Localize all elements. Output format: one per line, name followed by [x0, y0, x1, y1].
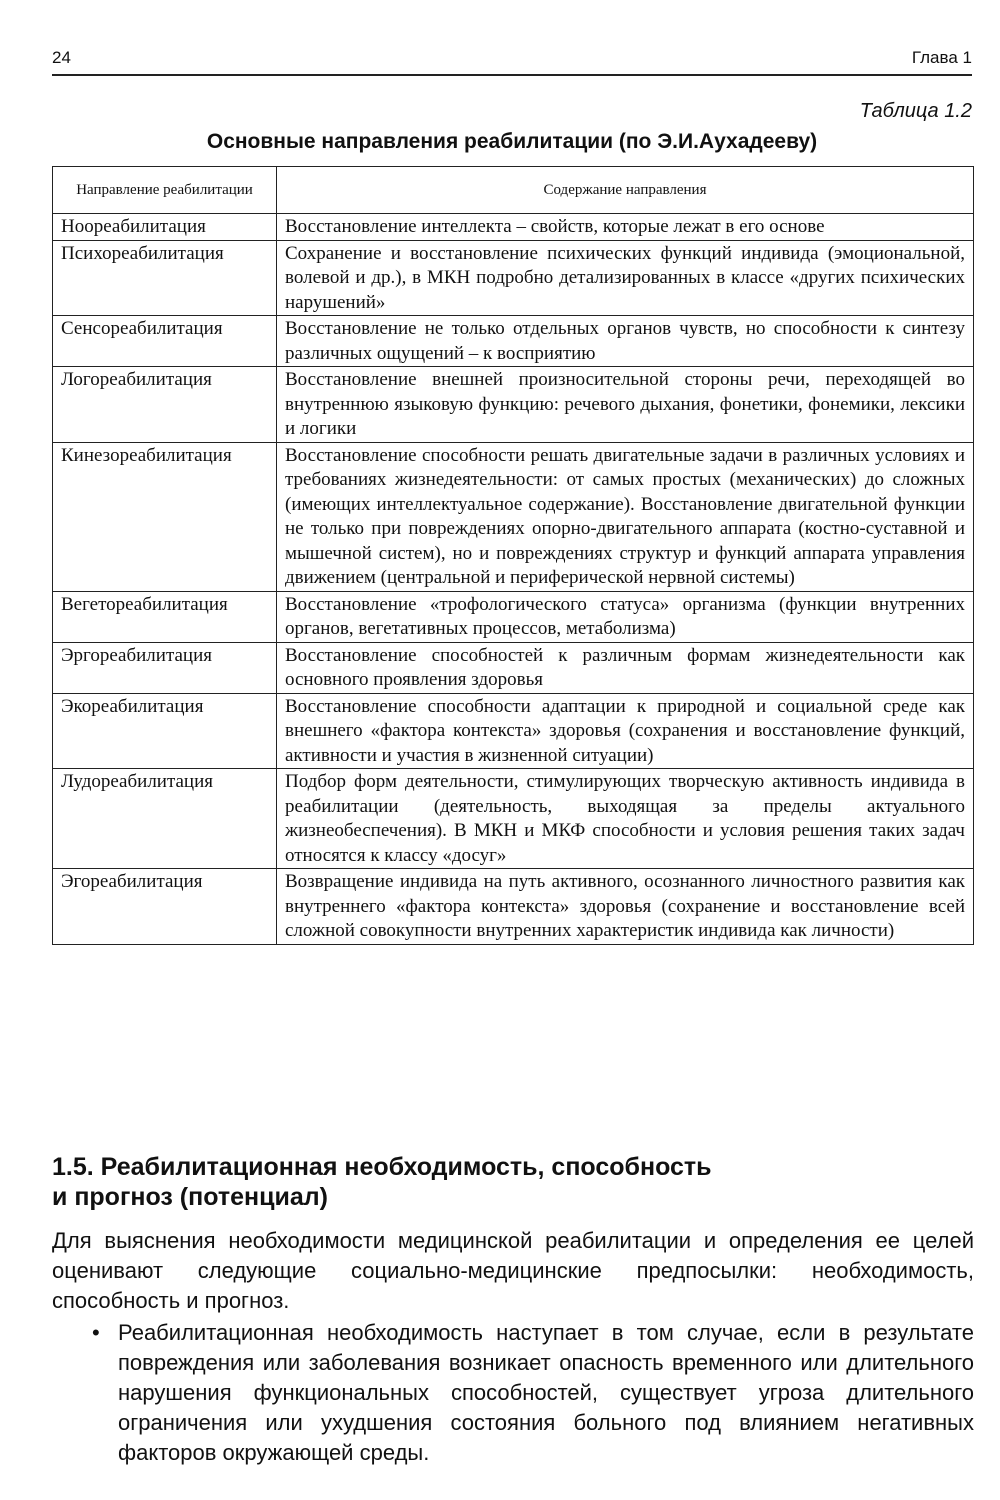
bullet-item: [92, 1318, 974, 1468]
table-row: [53, 869, 974, 945]
direction-cell: Логореабилитация: [53, 367, 277, 443]
table-row: [53, 693, 974, 769]
bullet-text: Реабилитационная необходимость наступает в том случае, если в результате повреждения или заболевания возникает опасность временного или длительного нарушения функциональных способностей, существует угроза длительного ограничения или ухудшения состояния больного под влиянием негативных факторов окружающей среды.: [118, 1320, 974, 1465]
table-row: [53, 642, 974, 693]
table-row: [53, 240, 974, 316]
direction-cell: Ноореабилитация: [53, 214, 277, 241]
direction-cell: Кинезореабилитация: [53, 442, 277, 591]
table-label: Таблица 1.2: [859, 100, 972, 122]
rehabilitation-table: [52, 166, 974, 945]
table-row: [53, 769, 974, 869]
section-heading: [52, 1152, 952, 1212]
content-cell: Восстановление не только отдельных органов чувств, но способности к синтезу различных ощущений – к восприятию: [277, 316, 974, 367]
content-cell: Восстановление внешней произносительной стороны речи, переходящей во внутреннюю языковую функцию: речевого дыхания, фонетики, фонемики, лексики и логики: [277, 367, 974, 443]
content-cell: Восстановление «трофологического статуса» организма (функции внутренних органов, вегетативных процессов, метаболизма): [277, 591, 974, 642]
section-heading-line: 1.5. Реабилитационная необходимость, способность: [52, 1153, 712, 1181]
table-title: Основные направления реабилитации (по Э.И.Аухадееву): [206, 130, 818, 153]
bullet-icon: •: [92, 1320, 100, 1345]
content-cell: Сохранение и восстановление психических функций индивида (эмоциональной, волевой и др.), в МКН подробно детализированных в классе «других психических нарушений»: [277, 240, 974, 316]
table-header-row: [53, 167, 974, 214]
section-heading-line: и прогноз (потенциал): [52, 1183, 328, 1211]
page-number: 24: [52, 48, 71, 67]
direction-cell: Экореабилитация: [53, 693, 277, 769]
content-cell: Возвращение индивида на путь активного, осознанного личностного развития как внутреннего «фактора контекста» здоровья (сохранение и восстановление всей сложной совокупности внутренних характеристик индивида как личности): [277, 869, 974, 945]
direction-cell: Психореабилитация: [53, 240, 277, 316]
chapter-label: Глава 1: [911, 48, 972, 67]
table-row: [53, 367, 974, 443]
direction-cell: Эргореабилитация: [53, 642, 277, 693]
page-header: [52, 46, 972, 76]
direction-cell: Вегетореабилитация: [53, 591, 277, 642]
content-cell: Восстановление интеллекта – свойств, которые лежат в его основе: [277, 214, 974, 241]
content-cell: Подбор форм деятельности, стимулирующих творческую активность индивида в реабилитации (деятельность, выходящая за пределы актуального жизнеобеспечения). В МКН и МКФ способности и условия решения таких задач относятся к классу «досуг»: [277, 769, 974, 869]
content-cell: Восстановление способности решать двигательные задачи в различных условиях и требованиях жизнедеятельности: от самых простых (механических) до сложных (имеющих интеллектуальное содержание). Восстановление двигательной функции не только при повреждениях опорно-двигательного аппарата (костно-суставной и мышечной систем), но и повреждениях структур и функций аппарата управления движением (центральной и периферической нервной системы): [277, 442, 974, 591]
direction-cell: Лудореабилитация: [53, 769, 277, 869]
content-cell: Восстановление способностей к различным формам жизнедеятельности как основного проявления здоровья: [277, 642, 974, 693]
table-row: [53, 591, 974, 642]
column-header-content: Содержание направления: [277, 167, 974, 214]
content-cell: Восстановление способности адаптации к природной и социальной среде как внешнего «фактора контекста» здоровья (сохранения и восстановление функций, активности и участия в жизненной ситуации): [277, 693, 974, 769]
body-paragraph: Для выяснения необходимости медицинской реабилитации и определения ее целей оценивают следующие социально-медицинские предпосылки: необходимость, способность и прогноз.: [52, 1228, 974, 1313]
table-row: [53, 316, 974, 367]
table-row: [53, 442, 974, 591]
direction-cell: Сенсореабилитация: [53, 316, 277, 367]
direction-cell: Эгореабилитация: [53, 869, 277, 945]
table-row: [53, 214, 974, 241]
column-header-direction: Направление реабилитации: [53, 167, 277, 214]
